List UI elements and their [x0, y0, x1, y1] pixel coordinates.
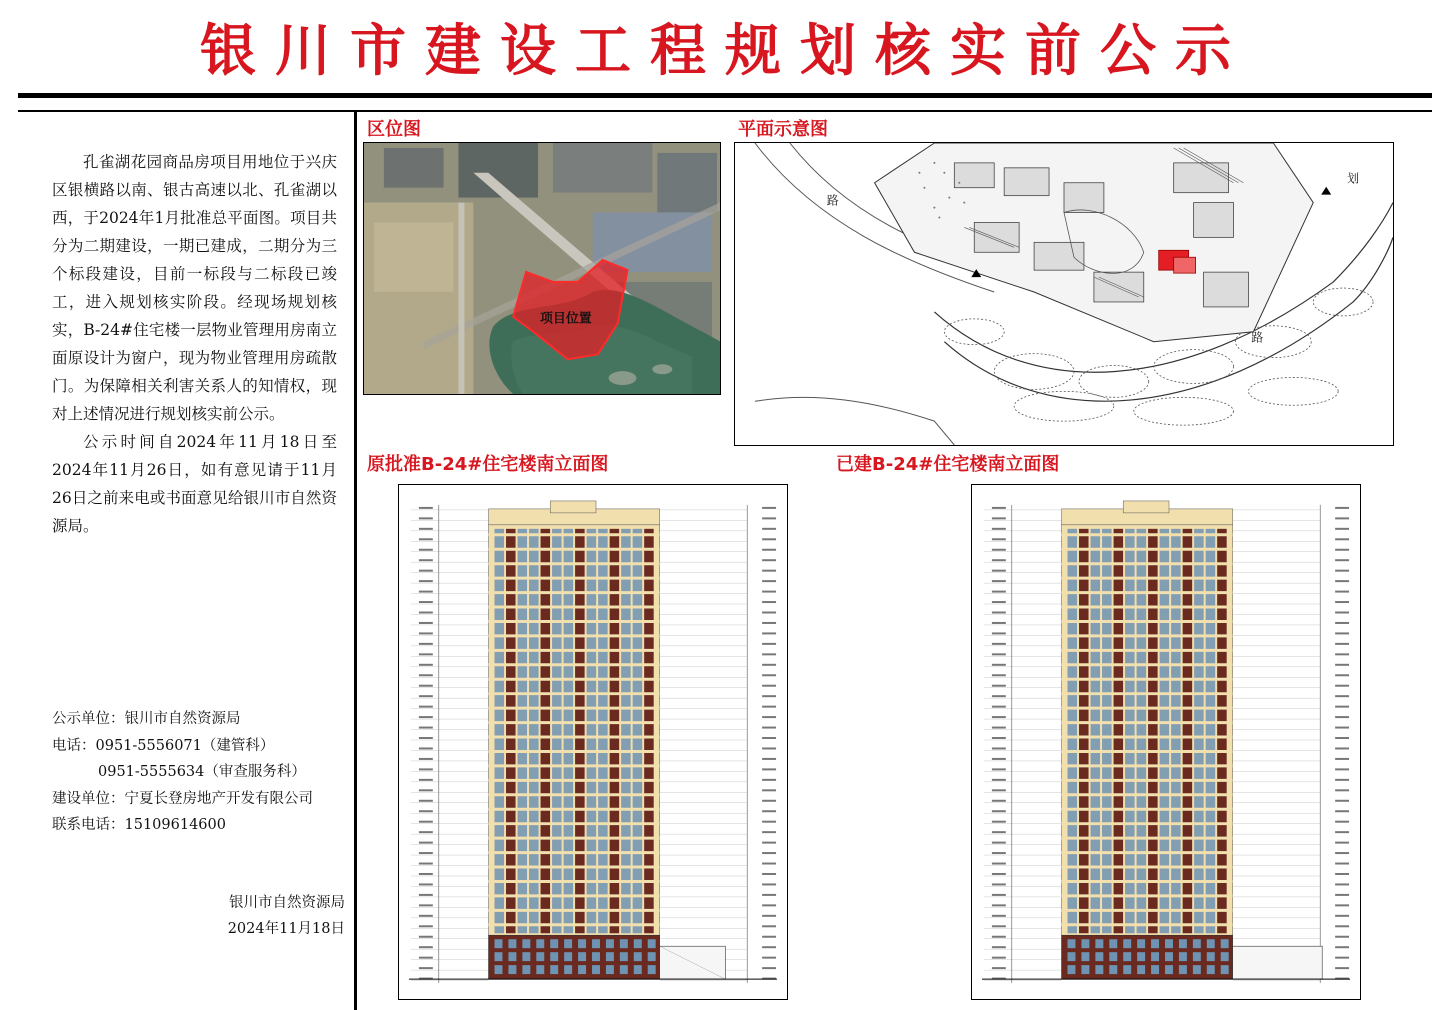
site-plan — [734, 142, 1394, 446]
signature-org: 银川市自然资源局 — [229, 895, 345, 911]
notice-paragraph-2: 公示时间自2024年11月18日至2024年11月26日，如有意见请于11月26日之前来电或书面意见给银川市自然资源局。 — [52, 433, 337, 535]
location-map-title: 区位图 — [367, 119, 421, 140]
satellite-image — [364, 143, 720, 394]
phone-line-1: 电话：0951-5556071（建管科） — [52, 737, 275, 754]
site-plan-title: 平面示意图 — [738, 119, 828, 140]
built-elevation-drawing — [971, 484, 1361, 1000]
approved-elevation-drawing — [398, 484, 788, 1000]
notice-text — [52, 148, 337, 540]
signature-date: 2024年11月18日 — [227, 921, 345, 937]
page-title: 银川市建设工程规划核实前公示 — [200, 19, 1250, 84]
location-map — [363, 142, 721, 395]
phone-line-2: 0951-5555634（审查服务科） — [98, 764, 306, 780]
approved-elevation-title: 原批准B-24#住宅楼南立面图 — [367, 454, 609, 475]
title-rule-thick — [18, 93, 1432, 98]
column-divider — [354, 112, 357, 1010]
site-plan-char-label: 划 — [1347, 171, 1360, 186]
builder-phone: 联系电话：15109614600 — [52, 817, 226, 833]
builder-unit: 建设单位：宁夏长登房地产开发有限公司 — [52, 790, 313, 807]
project-location-label: 项目位置 — [540, 311, 592, 327]
site-plan-road-label-1: 路 — [826, 193, 839, 208]
built-elevation-svg — [972, 485, 1360, 999]
contact-block — [52, 706, 313, 839]
publicity-unit: 公示单位：银川市自然资源局 — [52, 711, 241, 727]
signature-block — [228, 890, 345, 942]
built-elevation-title: 已建B-24#住宅楼南立面图 — [836, 454, 1060, 475]
notice-paragraph-1: 孔雀湖花园商品房项目用地位于兴庆区银横路以南、银古高速以北、孔雀湖以西，于2024年1月批准总平面图。项目共分为二期建设，一期已建成，二期分为三个标段建设，目前一标段与二标段已竣工，进入规划核实阶段。经现场规划核实，B-24#住宅楼一层物业管理用房南立面原设计为窗户，现为物业管理用房疏散门。为保障相关利害关系人的知情权，现对上述情况进行规划核实前公示。 — [52, 153, 337, 423]
site-plan-drawing — [735, 143, 1393, 445]
site-plan-road-label-2: 路 — [1251, 330, 1264, 345]
approved-elevation-svg — [399, 485, 787, 999]
title-rule-thin — [18, 110, 1432, 112]
